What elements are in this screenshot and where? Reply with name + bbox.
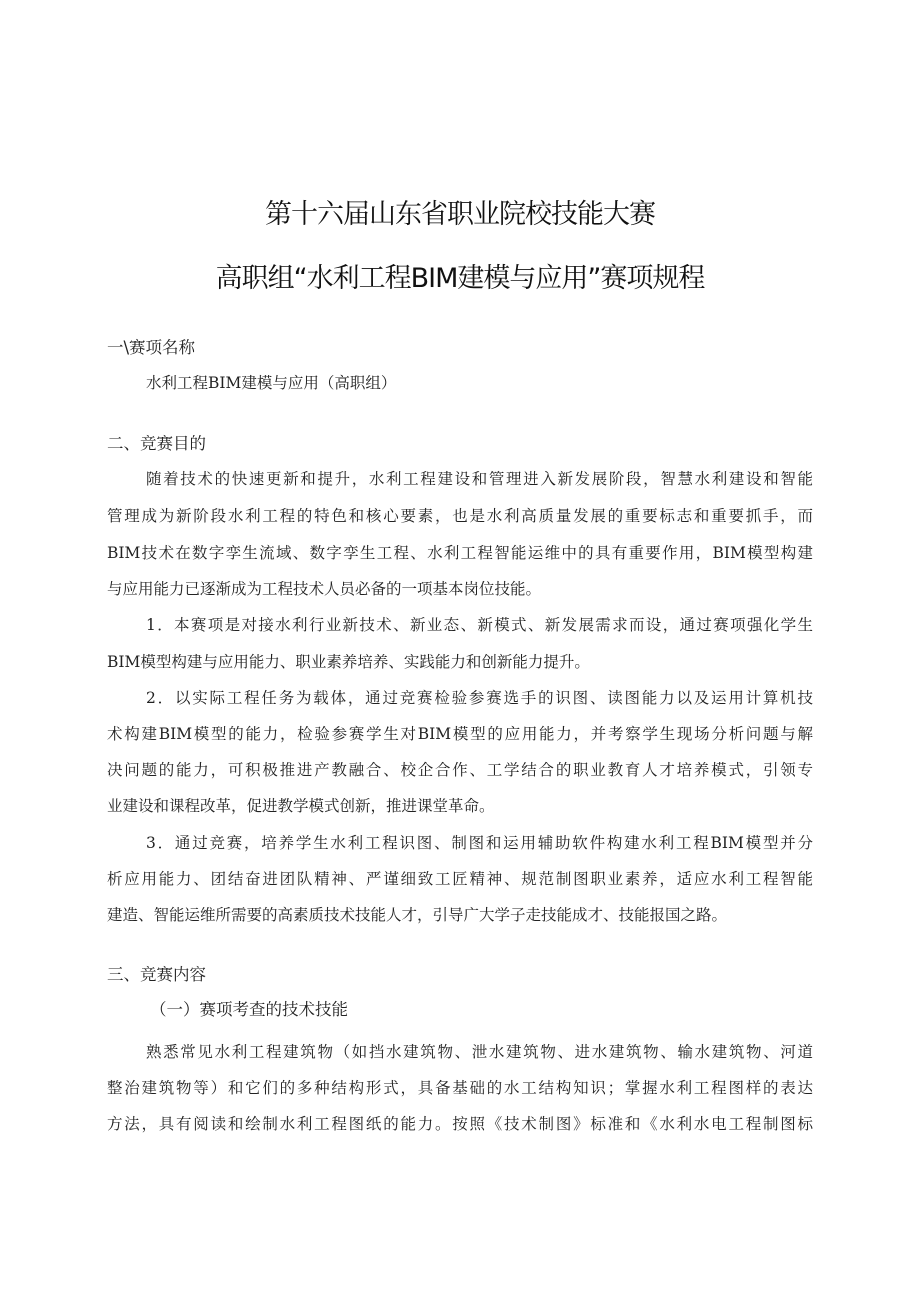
paragraph-line: 1．本赛项是对接水利行业新技术、新业态、新模式、新发展需求而设，通过赛项强化学生 [146, 616, 813, 634]
paragraph-line: 整治建筑物等）和它们的多种结构形式，具备基础的水工结构知识；掌握水利工程图样的表达 [107, 1079, 813, 1097]
subsection-heading: （一）赛项考查的技术技能 [150, 1000, 348, 1019]
paragraph-line: 业建设和课程改革，促进教学模式创新，推进课堂革命。 [107, 797, 495, 815]
paragraph-line: 析应用能力、团结奋进团队精神、严谨细致工匠精神、规范制图职业素养，适应水利工程智能 [107, 870, 813, 888]
paragraph-line: BIM模型构建与应用能力、职业素养培养、实践能力和创新能力提升。 [107, 653, 590, 671]
paragraph-line: 术构建BIM模型的能力，检验参赛学生对BIM模型的应用能力，并考察学生现场分析问题与解 [107, 725, 813, 743]
section-heading-1: 一\赛项名称 [107, 338, 196, 357]
paragraph-line: 方法，具有阅读和绘制水利工程图纸的能力。按照《技术制图》标准和《水利水电工程制图标 [107, 1115, 813, 1133]
paragraph-line: 熟悉常见水利工程建筑物（如挡水建筑物、泄水建筑物、进水建筑物、输水建筑物、河道 [146, 1043, 813, 1061]
paragraph-line: 随着技术的快速更新和提升，水利工程建设和管理进入新发展阶段，智慧水利建设和智能 [146, 470, 813, 488]
paragraph-line: 2．以实际工程任务为载体，通过竞赛检验参赛选手的识图、读图能力以及运用计算机技 [146, 689, 813, 707]
paragraph-line: 与应用能力已逐渐成为工程技术人员必备的一项基本岗位技能。 [107, 580, 542, 598]
document-title-line-1: 第十六届山东省职业院校技能大赛 [265, 199, 655, 230]
paragraph-line: 建造、智能运维所需要的高素质技术技能人才，引导广大学子走技能成才、技能报国之路。 [107, 906, 728, 924]
section-heading-2: 二、竞赛目的 [107, 434, 206, 453]
paragraph-line: 水利工程BIM建模与应用（高职组） [146, 374, 397, 392]
section-heading-3: 三、竞赛内容 [107, 965, 206, 984]
document-title-line-2: 高职组“水利工程BIM建模与应用”赛项规程 [215, 263, 705, 294]
paragraph-line: 3．通过竞赛，培养学生水利工程识图、制图和运用辅助软件构建水利工程BIM模型并分 [146, 834, 813, 852]
paragraph-line: 决问题的能力，可积极推进产教融合、校企合作、工学结合的职业教育人才培养模式，引领专 [107, 761, 813, 779]
paragraph-line: BIM技术在数字孪生流域、数字孪生工程、水利工程智能运维中的具有重要作用，BIM模型构建 [107, 544, 813, 562]
paragraph-line: 管理成为新阶段水利工程的特色和核心要素，也是水利高质量发展的重要标志和重要抓手，而 [107, 507, 813, 525]
